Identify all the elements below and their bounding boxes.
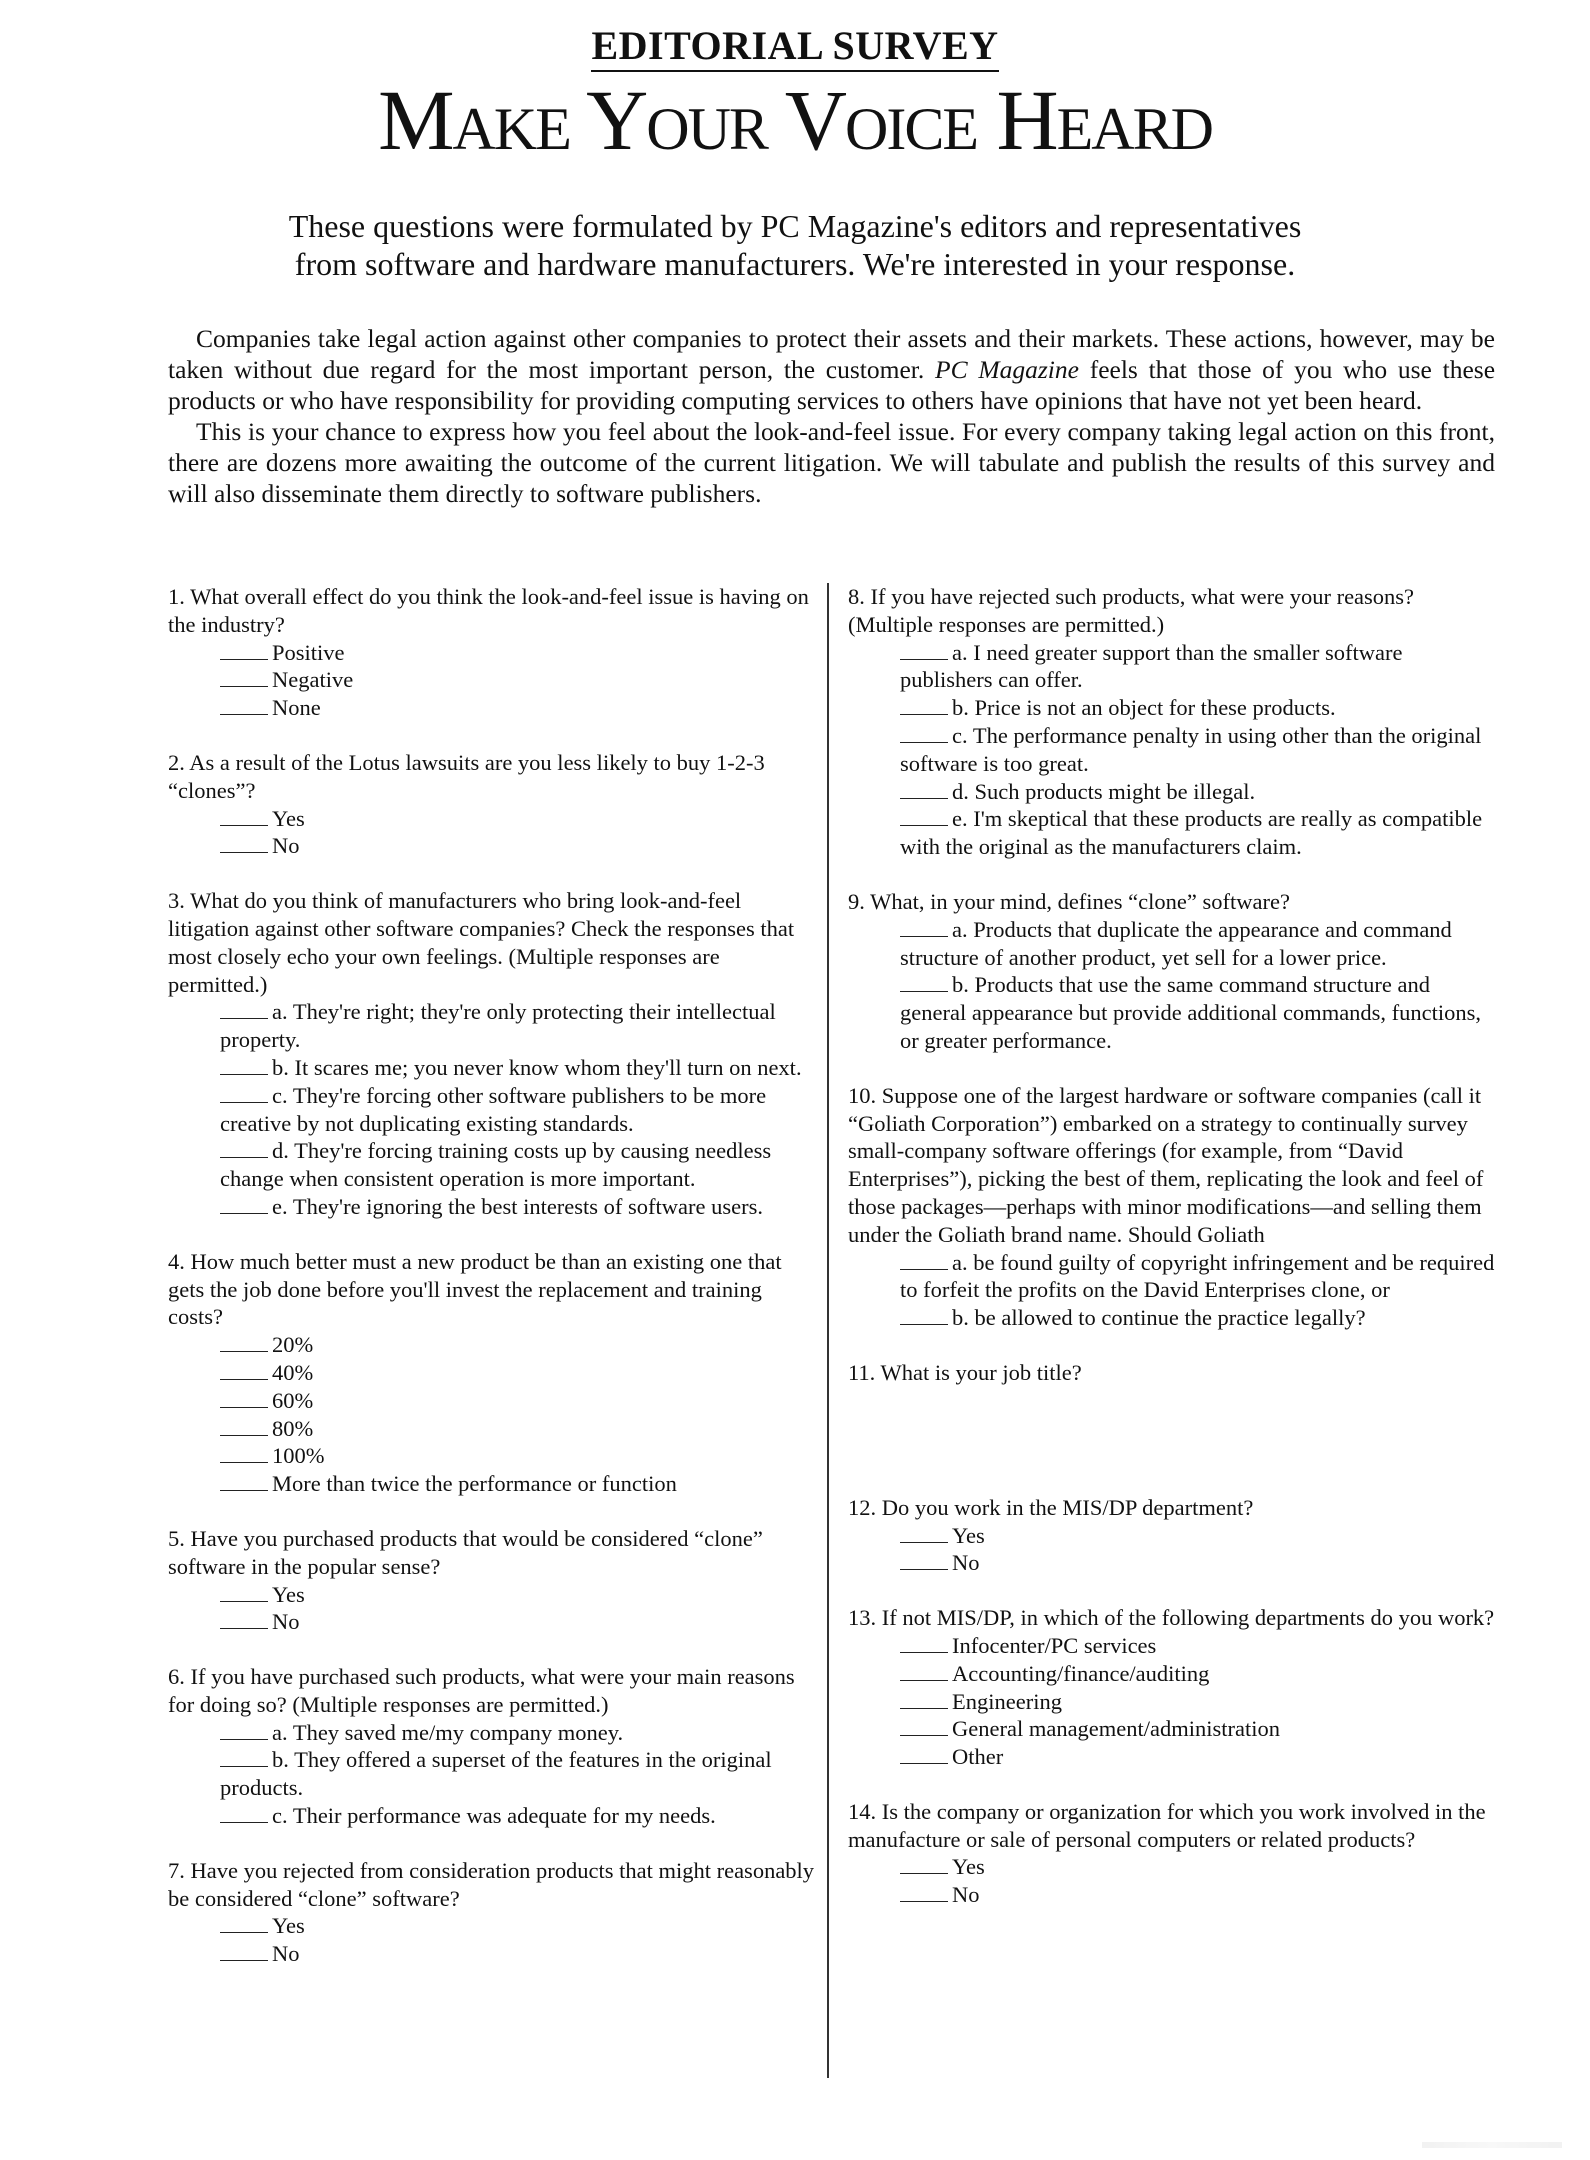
answer-option [220, 1442, 818, 1470]
answer-option [220, 1193, 818, 1221]
question [848, 888, 1498, 1055]
magazine-name: PC Magazine [935, 355, 1079, 384]
question-text: 11. What is your job title? [848, 1359, 1082, 1385]
answer-blank[interactable] [900, 1734, 948, 1736]
answer-option [900, 778, 1498, 806]
answer-blank[interactable] [900, 1568, 948, 1570]
answer-blank[interactable] [220, 1073, 268, 1075]
answer-option [900, 639, 1498, 695]
section-kicker [0, 0, 1590, 69]
answer-blank[interactable] [900, 658, 948, 660]
option-label: Negative [272, 667, 354, 693]
answer-option [220, 694, 818, 722]
answer-option [220, 1581, 818, 1609]
answer-option [900, 722, 1498, 778]
question-text: 1. What overall effect do you think the look-and-feel issue is having on the industry? [168, 584, 809, 637]
answer-blank[interactable] [220, 1738, 268, 1740]
answer-option [220, 1608, 818, 1636]
question-text: 14. Is the company or organization for which you work involved in the manufacture or sale of personal computers or related products? [848, 1798, 1486, 1852]
answer-option [220, 1470, 818, 1498]
answer-blank[interactable] [220, 685, 268, 687]
option-label: a. Products that duplicate the appearance and command structure of another product, yet sell for a lower price. [900, 916, 1452, 970]
question [848, 1082, 1498, 1332]
answer-option [900, 805, 1498, 861]
option-label: No [952, 1882, 980, 1908]
answer-option [900, 1522, 1498, 1550]
answer-blank[interactable] [220, 713, 268, 715]
answer-option [900, 1881, 1498, 1909]
option-label: c. They're forcing other software publishers to be more creative by not duplicating existing standards. [220, 1082, 767, 1136]
answer-blank[interactable] [220, 1627, 268, 1629]
scan-artifact [1422, 2142, 1562, 2148]
answer-option [220, 1746, 818, 1802]
answer-option [900, 1249, 1498, 1305]
answer-option [900, 1715, 1498, 1743]
option-label: General management/administration [952, 1716, 1281, 1742]
option-label: No [272, 1609, 300, 1635]
question [168, 1525, 818, 1636]
option-label: Yes [272, 1581, 305, 1607]
answer-blank[interactable] [220, 1461, 268, 1463]
answer-option [220, 998, 818, 1054]
answer-blank[interactable] [220, 1931, 268, 1933]
answer-option [900, 1304, 1498, 1332]
option-label: e. I'm skeptical that these products are really as compatible with the original as the manufacturers claim. [900, 806, 1483, 860]
question-text: 3. What do you think of manufacturers who bring look-and-feel litigation against other software companies? Check the responses that most closely echo your own feelings. (Multiple responses are permitted.) [168, 888, 795, 997]
questions-area [168, 583, 1498, 2093]
column-divider [827, 583, 829, 2078]
answer-blank[interactable] [220, 1434, 268, 1436]
option-label: b. Price is not an object for these products. [952, 695, 1336, 721]
option-label: Yes [952, 1854, 985, 1880]
deck-line: from software and hardware manufacturers. We're interested in your response. [294, 246, 1296, 282]
intro-paragraph: This is your chance to express how you feel about the look-and-feel issue. For every company taking legal action on this front, there are dozens more awaiting the outcome of the current litigation. We will tabulate and publish the results of this survey and will also disseminate them directly to software publishers. [168, 417, 1495, 508]
option-label: 20% [272, 1332, 314, 1358]
answer-option [220, 639, 818, 667]
option-label: c. The performance penalty in using other than the original software is too great. [900, 722, 1482, 776]
answer-option [900, 916, 1498, 972]
question [168, 887, 818, 1221]
kicker-text: EDITORIAL SURVEY [591, 23, 998, 72]
option-label: Positive [272, 639, 345, 665]
option-label: a. They saved me/my company money. [272, 1719, 624, 1745]
answer-blank[interactable] [220, 1600, 268, 1602]
question [848, 583, 1498, 861]
option-label: d. Such products might be illegal. [952, 778, 1256, 804]
question [168, 1248, 818, 1498]
answer-option [900, 1660, 1498, 1688]
intro-text-span: Companies take legal action against other companies to protect their assets and their markets. These actions, however, may be taken without due regard for the most important person, the customer. [168, 324, 1495, 384]
option-label: a. be found guilty of copyright infringement and be required to forfeit the profits on the David Enterprises clone, or [900, 1249, 1495, 1303]
question [848, 1359, 1498, 1467]
deck [195, 207, 1395, 283]
answer-blank[interactable] [220, 1101, 268, 1103]
right-column [848, 583, 1498, 1936]
answer-blank[interactable] [220, 1406, 268, 1408]
answer-blank[interactable] [900, 1872, 948, 1874]
question-text: 4. How much better must a new product be than an existing one that gets the job done before you'll invest the replacement and training costs? [168, 1248, 782, 1330]
answer-option [220, 1387, 818, 1415]
answer-blank[interactable] [900, 824, 948, 826]
option-label: a. They're right; they're only protecting their intellectual property. [220, 999, 776, 1053]
answer-blank[interactable] [900, 1651, 948, 1653]
answer-blank[interactable] [220, 1489, 268, 1491]
option-label: Infocenter/PC services [952, 1632, 1157, 1658]
answer-blank[interactable] [220, 1959, 268, 1961]
option-label: Yes [272, 805, 305, 831]
answer-option [220, 1359, 818, 1387]
option-label: b. Products that use the same command structure and general appearance but provide additional commands, functions, or greater performance. [900, 972, 1482, 1053]
question-text: 8. If you have rejected such products, what were your reasons? (Multiple responses are permitted.) [848, 584, 1415, 637]
answer-blank[interactable] [900, 935, 948, 937]
answer-option [220, 1415, 818, 1443]
answer-option [220, 1802, 818, 1830]
answer-option [220, 1912, 818, 1940]
question-text: 13. If not MIS/DP, in which of the following departments do you work? [848, 1605, 1495, 1631]
answer-blank[interactable] [900, 990, 948, 992]
answer-blank[interactable] [220, 824, 268, 826]
option-label: 80% [272, 1415, 314, 1441]
question [168, 749, 818, 860]
question [848, 1604, 1498, 1771]
question-text: 7. Have you rejected from consideration products that might reasonably be considered “clone” software? [168, 1857, 815, 1911]
answer-blank[interactable] [220, 1378, 268, 1380]
option-label: 100% [272, 1443, 325, 1469]
question [848, 1798, 1498, 1909]
question-text: 2. As a result of the Lotus lawsuits are you less likely to buy 1-2-3 “clones”? [168, 749, 765, 803]
intro-text-span: feels that those of you who use these products or who have responsibility for providing computing services to others have opinions that have not yet been heard. [168, 355, 1496, 415]
answer-option [900, 1549, 1498, 1577]
answer-blank[interactable] [220, 1821, 268, 1823]
answer-blank[interactable] [220, 1212, 268, 1214]
question-text: 10. Suppose one of the largest hardware or software companies (call it “Goliath Corporation”) embarked on a strategy to continually survey small-company software offerings (for example, from “David Enterprises”), picking the best of them, replicating the look and feel of those packages—perhaps with minor modifications—and selling them under the Goliath brand name. Should Goliath [848, 1082, 1484, 1247]
option-label: b. They offered a superset of the features in the original products. [220, 1747, 772, 1801]
answer-option [220, 666, 818, 694]
answer-blank[interactable] [900, 1323, 948, 1325]
question [168, 1857, 818, 1968]
answer-option [220, 1719, 818, 1747]
question [848, 1494, 1498, 1577]
option-label: Yes [272, 1913, 305, 1939]
answer-option [220, 832, 818, 860]
option-label: e. They're ignoring the best interests of software users. [272, 1193, 764, 1219]
option-label: Engineering [952, 1688, 1062, 1714]
answer-option [220, 1137, 818, 1193]
answer-blank[interactable] [220, 1765, 268, 1767]
answer-option [220, 1940, 818, 1968]
intro-text [168, 323, 1495, 509]
answer-option [900, 1853, 1498, 1881]
intro-paragraph [168, 323, 1495, 416]
option-label: No [272, 1941, 300, 1967]
answer-option [900, 971, 1498, 1054]
option-label: a. I need greater support than the smaller software publishers can offer. [900, 639, 1403, 693]
answer-blank[interactable] [220, 1156, 268, 1158]
answer-blank[interactable] [220, 1017, 268, 1019]
question-text: 6. If you have purchased such products, what were your main reasons for doing so? (Multiple responses are permitted.) [168, 1664, 795, 1717]
option-label: No [952, 1550, 980, 1576]
answer-blank[interactable] [220, 1350, 268, 1352]
answer-blank[interactable] [900, 1707, 948, 1709]
answer-blank[interactable] [900, 1900, 948, 1902]
answer-option [900, 1688, 1498, 1716]
answer-blank[interactable] [900, 1679, 948, 1681]
option-label: Other [952, 1744, 1004, 1770]
option-label: b. It scares me; you never know whom they'll turn on next. [272, 1054, 802, 1080]
question [168, 1663, 818, 1830]
option-label: No [272, 833, 300, 859]
answer-blank[interactable] [900, 741, 948, 743]
option-label: c. Their performance was adequate for my needs. [272, 1803, 716, 1829]
question-text: 12. Do you work in the MIS/DP department? [848, 1494, 1254, 1520]
answer-option [220, 1082, 818, 1138]
deck-line: These questions were formulated by PC Magazine's editors and representatives [288, 208, 1302, 244]
question-text: 9. What, in your mind, defines “clone” software? [848, 888, 1290, 914]
option-label: Yes [952, 1522, 985, 1548]
answer-blank[interactable] [220, 658, 268, 660]
answer-option [900, 694, 1498, 722]
option-label: d. They're forcing training costs up by causing needless change when consistent operation is more important. [220, 1138, 772, 1192]
write-in-space[interactable] [848, 1387, 1498, 1467]
option-label: 40% [272, 1359, 314, 1385]
answer-option [220, 1331, 818, 1359]
question-text: 5. Have you purchased products that would be considered “clone” software in the popular sense? [168, 1525, 763, 1579]
left-column [168, 583, 818, 1995]
answer-blank[interactable] [900, 713, 948, 715]
option-label: b. be allowed to continue the practice legally? [952, 1305, 1366, 1331]
option-label: None [272, 695, 321, 721]
option-label: Accounting/finance/auditing [952, 1660, 1210, 1686]
question [168, 583, 818, 722]
answer-blank[interactable] [900, 1762, 948, 1764]
option-label: 60% [272, 1387, 314, 1413]
answer-blank[interactable] [900, 1268, 948, 1270]
answer-option [220, 805, 818, 833]
answer-blank[interactable] [900, 1541, 948, 1543]
answer-option [900, 1743, 1498, 1771]
option-label: More than twice the performance or function [272, 1471, 677, 1497]
answer-option [900, 1632, 1498, 1660]
page-title: Make Your Voice Heard [378, 72, 1212, 168]
answer-blank[interactable] [220, 851, 268, 853]
answer-option [220, 1054, 818, 1082]
answer-blank[interactable] [900, 797, 948, 799]
